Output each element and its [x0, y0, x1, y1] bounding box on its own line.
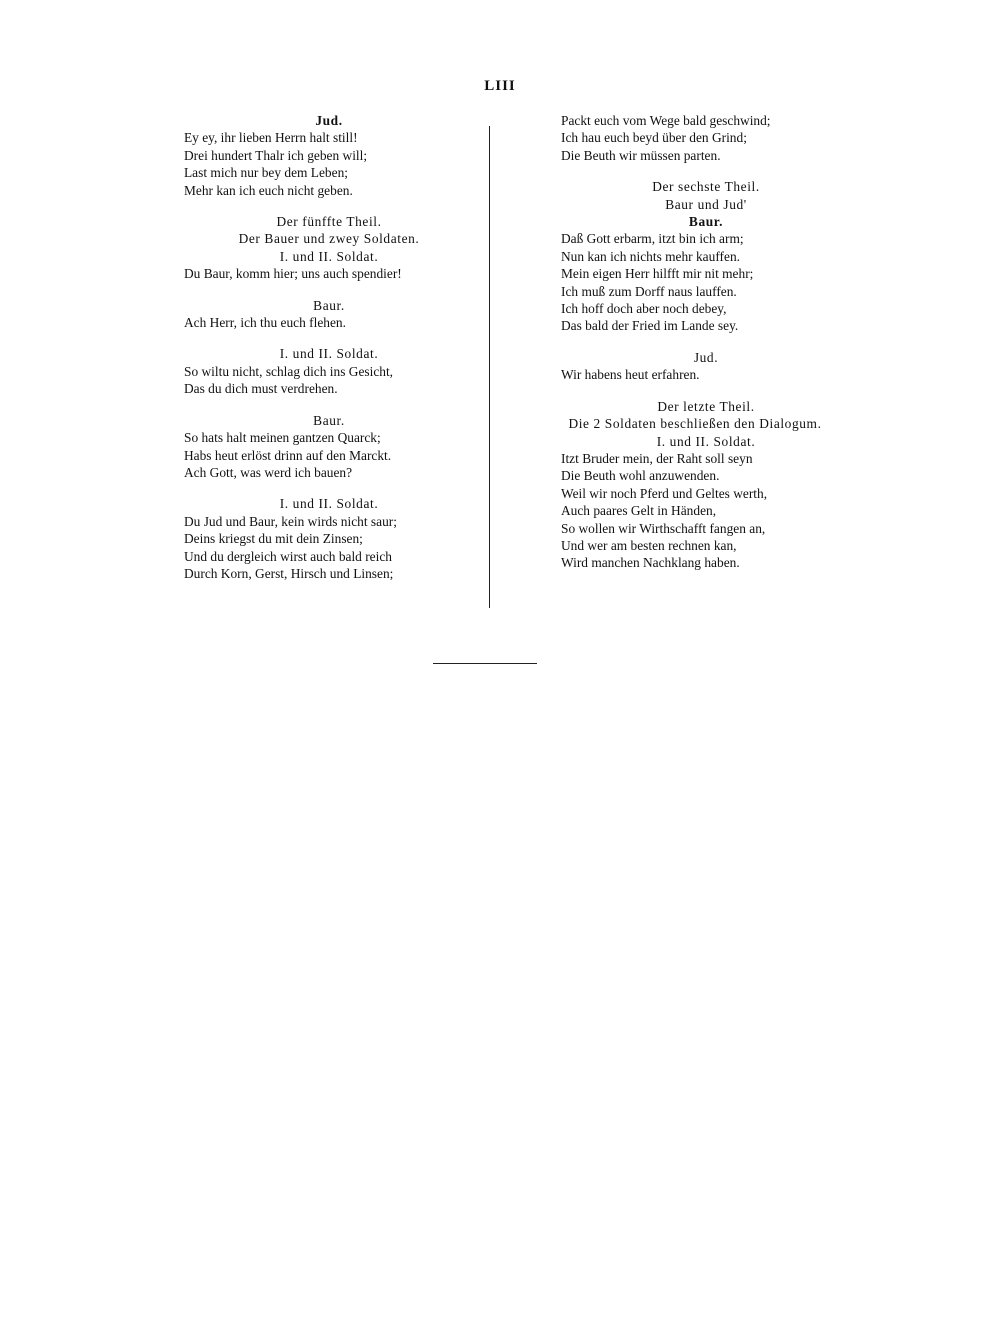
verse-line: Packt euch vom Wege bald geschwind;	[561, 113, 771, 128]
verse-line: Weil wir noch Pferd und Geltes werth,	[561, 485, 768, 501]
verse-section	[184, 213, 474, 283]
subheading: Die 2 Soldaten beschließen den Dialogum.	[568, 416, 822, 432]
left-column	[184, 112, 474, 596]
verse-line: Wird manchen Nachklang haben.	[561, 555, 740, 571]
verse-section	[184, 112, 474, 199]
verse-line: Last mich nur bey dem Leben;	[184, 165, 348, 181]
verse-section	[561, 349, 851, 384]
verse-section	[184, 297, 474, 332]
subheading: Der Bauer und zwey Soldaten.	[238, 231, 420, 247]
verse-line: Daß Gott erbarm, itzt bin ich arm;	[561, 231, 744, 247]
verse-line: Das du dich must verdrehen.	[184, 381, 338, 397]
speaker-heading: I. und II. Soldat.	[656, 433, 756, 449]
verse-section	[184, 495, 474, 582]
speaker-heading: I. und II. Soldat.	[279, 496, 379, 512]
part-heading: Der letzte Theil.	[657, 398, 755, 414]
verse-line: Du Jud und Baur, kein wirds nicht saur;	[184, 513, 397, 529]
verse-section	[184, 345, 474, 397]
verse-line: Wir habens heut erfahren.	[561, 367, 700, 383]
verse-line: So wiltu nicht, schlag dich ins Gesicht,	[184, 363, 394, 379]
end-rule	[433, 663, 537, 664]
verse-line: Deins kriegst du mit dein Zinsen;	[184, 531, 363, 547]
part-heading: Der sechste Theil.	[652, 179, 760, 195]
verse-line: So wollen wir Wirthschafft fangen an,	[561, 520, 766, 536]
verse-line: Auch paares Gelt in Händen,	[561, 503, 717, 519]
verse-line: Nun kan ich nichts mehr kauffen.	[561, 248, 740, 264]
verse-line: Ich muß zum Dorff naus lauffen.	[561, 283, 737, 299]
verse-section	[561, 178, 851, 335]
column-divider	[489, 126, 490, 608]
speaker-heading: I. und II. Soldat.	[279, 346, 379, 362]
verse-line: Du Baur, komm hier; uns auch spendier!	[184, 266, 402, 282]
verse-line: Die Beuth wohl anzuwenden.	[561, 468, 720, 484]
verse-line: Das bald der Fried im Lande sey.	[561, 318, 739, 334]
verse-line: Mein eigen Herr hilfft mir nit mehr;	[561, 266, 754, 282]
speaker-heading: Jud.	[315, 113, 343, 128]
verse-line: Ach Gott, was werd ich bauen?	[184, 464, 353, 480]
verse-section	[184, 412, 474, 482]
verse-line: Habs heut erlöst drinn auf den Marckt.	[184, 447, 392, 463]
verse-line: Durch Korn, Gerst, Hirsch und Linsen;	[184, 565, 394, 581]
verse-section	[561, 112, 851, 164]
speaker-heading: Jud.	[693, 349, 719, 365]
part-heading: Der fünffte Theil.	[276, 214, 382, 230]
verse-section	[561, 398, 851, 572]
verse-line: Itzt Bruder mein, der Raht soll seyn	[561, 450, 753, 466]
verse-line: Mehr kan ich euch nicht geben.	[184, 182, 353, 198]
verse-line: So hats halt meinen gantzen Quarck;	[184, 430, 381, 446]
verse-line: Die Beuth wir müssen parten.	[561, 147, 721, 163]
speaker-heading: Baur.	[313, 412, 345, 428]
verse-line: Ich hau euch beyd über den Grind;	[561, 130, 747, 146]
verse-line: Drei hundert Thalr ich geben will;	[184, 147, 368, 163]
verse-line: Und du dergleich wirst auch bald reich	[184, 548, 392, 564]
speaker-heading: Baur.	[688, 214, 724, 230]
verse-line: Ach Herr, ich thu euch flehen.	[184, 315, 346, 331]
verse-line: Ey ey, ihr lieben Herrn halt still!	[184, 130, 358, 146]
right-column	[561, 112, 851, 586]
speaker-heading: I. und II. Soldat.	[279, 248, 379, 264]
verse-line: Ich hoff doch aber noch debey,	[561, 301, 727, 317]
subheading: Baur und Jud'	[665, 196, 747, 212]
verse-line: Und wer am besten rechnen kan,	[561, 537, 737, 553]
speaker-heading: Baur.	[313, 297, 345, 313]
page-number: LIII	[484, 78, 516, 94]
